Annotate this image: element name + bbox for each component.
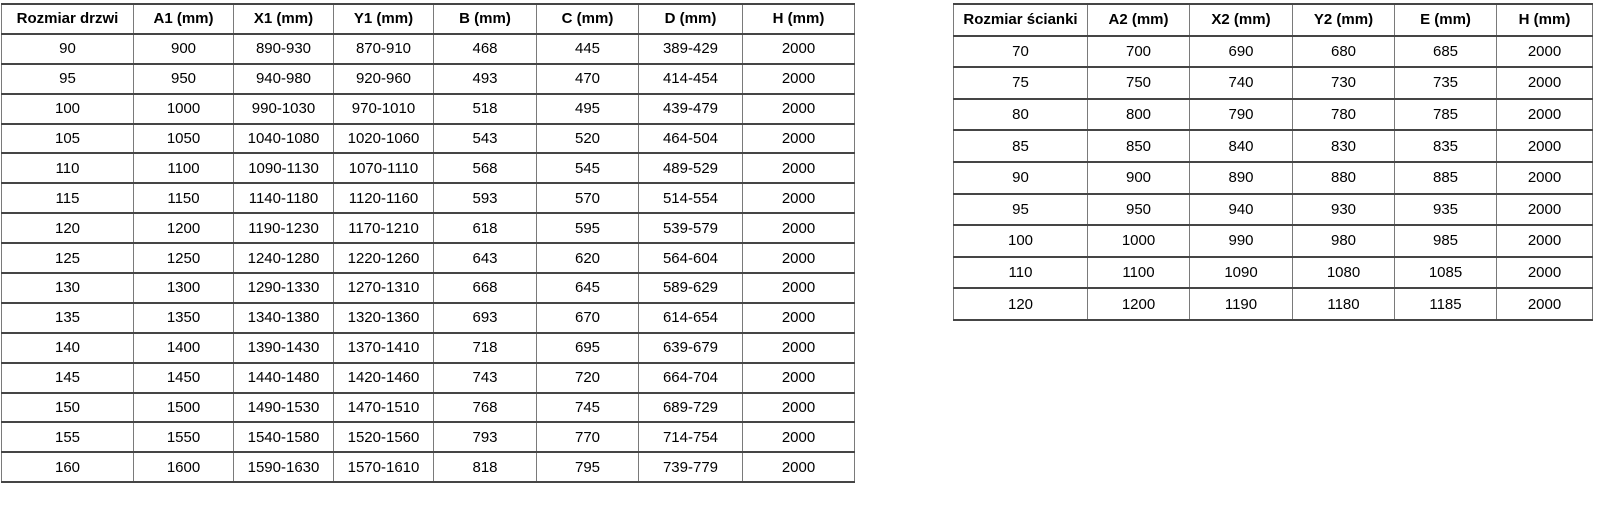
table-cell: 1000 bbox=[1088, 225, 1190, 257]
table-cell: 90 bbox=[954, 162, 1088, 194]
table-cell: 2000 bbox=[743, 213, 855, 243]
table-cell: 564-604 bbox=[639, 243, 743, 273]
table-row bbox=[954, 130, 1593, 162]
table-cell: 445 bbox=[537, 34, 639, 64]
header-row bbox=[954, 4, 1593, 36]
wall-size-table bbox=[953, 3, 1593, 321]
column-header: Rozmiar ścianki bbox=[954, 4, 1088, 36]
table-cell: 690 bbox=[1190, 36, 1293, 68]
table-cell: 1520-1560 bbox=[334, 422, 434, 452]
table-cell: 593 bbox=[434, 183, 537, 213]
table-cell: 1050 bbox=[134, 124, 234, 154]
table-cell: 780 bbox=[1293, 99, 1395, 131]
table-cell: 835 bbox=[1395, 130, 1497, 162]
table-row bbox=[954, 225, 1593, 257]
table-cell: 1550 bbox=[134, 422, 234, 452]
table-cell: 2000 bbox=[1497, 257, 1593, 289]
table-cell: 730 bbox=[1293, 67, 1395, 99]
table-cell: 885 bbox=[1395, 162, 1497, 194]
table-cell: 890 bbox=[1190, 162, 1293, 194]
table-cell: 750 bbox=[1088, 67, 1190, 99]
table-row bbox=[2, 34, 855, 64]
table-cell: 930 bbox=[1293, 194, 1395, 226]
table-row bbox=[2, 153, 855, 183]
table-cell: 880 bbox=[1293, 162, 1395, 194]
table-cell: 1500 bbox=[134, 393, 234, 423]
table-cell: 990 bbox=[1190, 225, 1293, 257]
table-cell: 970-1010 bbox=[334, 94, 434, 124]
table-cell: 595 bbox=[537, 213, 639, 243]
table-cell: 1290-1330 bbox=[234, 273, 334, 303]
table-row bbox=[954, 194, 1593, 226]
table-cell: 685 bbox=[1395, 36, 1497, 68]
table-cell: 85 bbox=[954, 130, 1088, 162]
table-cell: 2000 bbox=[1497, 67, 1593, 99]
header-row bbox=[2, 4, 855, 34]
table-cell: 2000 bbox=[1497, 36, 1593, 68]
table-cell: 840 bbox=[1190, 130, 1293, 162]
table-cell: 2000 bbox=[743, 363, 855, 393]
table-cell: 668 bbox=[434, 273, 537, 303]
table-cell: 1470-1510 bbox=[334, 393, 434, 423]
table-cell: 1080 bbox=[1293, 257, 1395, 289]
table-cell: 940-980 bbox=[234, 64, 334, 94]
table-cell: 720 bbox=[537, 363, 639, 393]
table-cell: 145 bbox=[2, 363, 134, 393]
table-cell: 1340-1380 bbox=[234, 303, 334, 333]
table-row bbox=[954, 67, 1593, 99]
table-row bbox=[2, 243, 855, 273]
table-cell: 140 bbox=[2, 333, 134, 363]
table-cell: 2000 bbox=[743, 273, 855, 303]
table-cell: 940 bbox=[1190, 194, 1293, 226]
table-cell: 150 bbox=[2, 393, 134, 423]
table-cell: 1220-1260 bbox=[334, 243, 434, 273]
table-cell: 935 bbox=[1395, 194, 1497, 226]
table-row bbox=[2, 363, 855, 393]
table-cell: 2000 bbox=[1497, 288, 1593, 320]
table-cell: 1250 bbox=[134, 243, 234, 273]
table-cell: 768 bbox=[434, 393, 537, 423]
table-cell: 2000 bbox=[743, 393, 855, 423]
table-row bbox=[2, 333, 855, 363]
table-row bbox=[954, 162, 1593, 194]
column-header: H (mm) bbox=[743, 4, 855, 34]
table-cell: 689-729 bbox=[639, 393, 743, 423]
table-row bbox=[954, 99, 1593, 131]
table-cell: 1000 bbox=[134, 94, 234, 124]
table-cell: 1450 bbox=[134, 363, 234, 393]
table-cell: 520 bbox=[537, 124, 639, 154]
table-cell: 570 bbox=[537, 183, 639, 213]
table-cell: 1540-1580 bbox=[234, 422, 334, 452]
table-cell: 539-579 bbox=[639, 213, 743, 243]
table-cell: 95 bbox=[954, 194, 1088, 226]
table-cell: 2000 bbox=[1497, 194, 1593, 226]
table-cell: 1270-1310 bbox=[334, 273, 434, 303]
table-cell: 470 bbox=[537, 64, 639, 94]
table-cell: 2000 bbox=[743, 452, 855, 482]
table-cell: 743 bbox=[434, 363, 537, 393]
table-cell: 1120-1160 bbox=[334, 183, 434, 213]
table-cell: 670 bbox=[537, 303, 639, 333]
table-cell: 100 bbox=[954, 225, 1088, 257]
table-row bbox=[954, 288, 1593, 320]
table-cell: 100 bbox=[2, 94, 134, 124]
column-header: X1 (mm) bbox=[234, 4, 334, 34]
table-cell: 130 bbox=[2, 273, 134, 303]
table-cell: 1070-1110 bbox=[334, 153, 434, 183]
table-cell: 90 bbox=[2, 34, 134, 64]
table-cell: 2000 bbox=[743, 422, 855, 452]
table-cell: 110 bbox=[2, 153, 134, 183]
table-cell: 2000 bbox=[743, 94, 855, 124]
table-cell: 2000 bbox=[743, 303, 855, 333]
table-cell: 1420-1460 bbox=[334, 363, 434, 393]
table-cell: 1490-1530 bbox=[234, 393, 334, 423]
table-row bbox=[2, 422, 855, 452]
table-cell: 543 bbox=[434, 124, 537, 154]
table-cell: 718 bbox=[434, 333, 537, 363]
table-cell: 1090 bbox=[1190, 257, 1293, 289]
table-cell: 639-679 bbox=[639, 333, 743, 363]
table-cell: 1440-1480 bbox=[234, 363, 334, 393]
table-cell: 160 bbox=[2, 452, 134, 482]
table-cell: 700 bbox=[1088, 36, 1190, 68]
table-cell: 155 bbox=[2, 422, 134, 452]
table-cell: 1185 bbox=[1395, 288, 1497, 320]
table-cell: 695 bbox=[537, 333, 639, 363]
table-cell: 900 bbox=[134, 34, 234, 64]
table-row bbox=[954, 36, 1593, 68]
table-cell: 120 bbox=[954, 288, 1088, 320]
table-cell: 920-960 bbox=[334, 64, 434, 94]
table-cell: 2000 bbox=[743, 243, 855, 273]
table-cell: 1370-1410 bbox=[334, 333, 434, 363]
table-cell: 1570-1610 bbox=[334, 452, 434, 482]
table-cell: 1390-1430 bbox=[234, 333, 334, 363]
table-cell: 800 bbox=[1088, 99, 1190, 131]
table-cell: 1190 bbox=[1190, 288, 1293, 320]
table-cell: 2000 bbox=[743, 34, 855, 64]
table-cell: 795 bbox=[537, 452, 639, 482]
table-cell: 1090-1130 bbox=[234, 153, 334, 183]
table-cell: 1180 bbox=[1293, 288, 1395, 320]
table-cell: 818 bbox=[434, 452, 537, 482]
table-cell: 735 bbox=[1395, 67, 1497, 99]
column-header: D (mm) bbox=[639, 4, 743, 34]
table-cell: 770 bbox=[537, 422, 639, 452]
table-row bbox=[954, 257, 1593, 289]
table-cell: 1170-1210 bbox=[334, 213, 434, 243]
table-cell: 468 bbox=[434, 34, 537, 64]
table-cell: 495 bbox=[537, 94, 639, 124]
table-cell: 680 bbox=[1293, 36, 1395, 68]
column-header: Y2 (mm) bbox=[1293, 4, 1395, 36]
table-cell: 985 bbox=[1395, 225, 1497, 257]
table-cell: 75 bbox=[954, 67, 1088, 99]
table-cell: 1590-1630 bbox=[234, 452, 334, 482]
column-header: A2 (mm) bbox=[1088, 4, 1190, 36]
table-cell: 1020-1060 bbox=[334, 124, 434, 154]
table-cell: 790 bbox=[1190, 99, 1293, 131]
table-cell: 664-704 bbox=[639, 363, 743, 393]
table-cell: 389-429 bbox=[639, 34, 743, 64]
table-cell: 1600 bbox=[134, 452, 234, 482]
column-header: A1 (mm) bbox=[134, 4, 234, 34]
table-row bbox=[2, 94, 855, 124]
table-cell: 645 bbox=[537, 273, 639, 303]
table-cell: 900 bbox=[1088, 162, 1190, 194]
table-cell: 950 bbox=[134, 64, 234, 94]
table-cell: 830 bbox=[1293, 130, 1395, 162]
table-cell: 1190-1230 bbox=[234, 213, 334, 243]
table-cell: 2000 bbox=[743, 124, 855, 154]
table-cell: 2000 bbox=[1497, 162, 1593, 194]
table-cell: 115 bbox=[2, 183, 134, 213]
table-cell: 1200 bbox=[1088, 288, 1190, 320]
table-cell: 568 bbox=[434, 153, 537, 183]
table-cell: 870-910 bbox=[334, 34, 434, 64]
table-cell: 493 bbox=[434, 64, 537, 94]
column-header: Y1 (mm) bbox=[334, 4, 434, 34]
table-cell: 890-930 bbox=[234, 34, 334, 64]
table-cell: 620 bbox=[537, 243, 639, 273]
table-cell: 950 bbox=[1088, 194, 1190, 226]
table-cell: 120 bbox=[2, 213, 134, 243]
table-cell: 1200 bbox=[134, 213, 234, 243]
table-row bbox=[2, 452, 855, 482]
table-row bbox=[2, 273, 855, 303]
table-cell: 2000 bbox=[1497, 225, 1593, 257]
table-cell: 2000 bbox=[743, 153, 855, 183]
table-cell: 464-504 bbox=[639, 124, 743, 154]
table-row bbox=[2, 183, 855, 213]
table-cell: 70 bbox=[954, 36, 1088, 68]
table-cell: 1085 bbox=[1395, 257, 1497, 289]
table-row bbox=[2, 303, 855, 333]
table-cell: 125 bbox=[2, 243, 134, 273]
column-header: X2 (mm) bbox=[1190, 4, 1293, 36]
table-cell: 1100 bbox=[134, 153, 234, 183]
table-row bbox=[2, 124, 855, 154]
table-cell: 439-479 bbox=[639, 94, 743, 124]
table-cell: 489-529 bbox=[639, 153, 743, 183]
table-cell: 643 bbox=[434, 243, 537, 273]
table-cell: 105 bbox=[2, 124, 134, 154]
table-cell: 1350 bbox=[134, 303, 234, 333]
table-row bbox=[2, 393, 855, 423]
table-cell: 745 bbox=[537, 393, 639, 423]
table-cell: 990-1030 bbox=[234, 94, 334, 124]
table-cell: 693 bbox=[434, 303, 537, 333]
table-cell: 714-754 bbox=[639, 422, 743, 452]
table-row bbox=[2, 64, 855, 94]
table-cell: 95 bbox=[2, 64, 134, 94]
table-cell: 1040-1080 bbox=[234, 124, 334, 154]
table-cell: 2000 bbox=[743, 64, 855, 94]
table-cell: 1240-1280 bbox=[234, 243, 334, 273]
table-cell: 1400 bbox=[134, 333, 234, 363]
table-cell: 614-654 bbox=[639, 303, 743, 333]
table-cell: 110 bbox=[954, 257, 1088, 289]
table-cell: 514-554 bbox=[639, 183, 743, 213]
door-size-table bbox=[1, 3, 855, 483]
table-cell: 1150 bbox=[134, 183, 234, 213]
table-cell: 618 bbox=[434, 213, 537, 243]
table-row bbox=[2, 213, 855, 243]
column-header: Rozmiar drzwi bbox=[2, 4, 134, 34]
table-cell: 785 bbox=[1395, 99, 1497, 131]
table-cell: 2000 bbox=[743, 183, 855, 213]
table-cell: 1300 bbox=[134, 273, 234, 303]
table-cell: 545 bbox=[537, 153, 639, 183]
table-cell: 1320-1360 bbox=[334, 303, 434, 333]
column-header: B (mm) bbox=[434, 4, 537, 34]
table-cell: 2000 bbox=[1497, 99, 1593, 131]
table-cell: 518 bbox=[434, 94, 537, 124]
table-cell: 2000 bbox=[1497, 130, 1593, 162]
table-cell: 739-779 bbox=[639, 452, 743, 482]
table-cell: 1140-1180 bbox=[234, 183, 334, 213]
column-header: E (mm) bbox=[1395, 4, 1497, 36]
column-header: H (mm) bbox=[1497, 4, 1593, 36]
column-header: C (mm) bbox=[537, 4, 639, 34]
table-cell: 80 bbox=[954, 99, 1088, 131]
table-cell: 793 bbox=[434, 422, 537, 452]
table-cell: 850 bbox=[1088, 130, 1190, 162]
table-cell: 2000 bbox=[743, 333, 855, 363]
table-cell: 135 bbox=[2, 303, 134, 333]
table-cell: 589-629 bbox=[639, 273, 743, 303]
table-cell: 980 bbox=[1293, 225, 1395, 257]
table-cell: 414-454 bbox=[639, 64, 743, 94]
table-cell: 1100 bbox=[1088, 257, 1190, 289]
table-cell: 740 bbox=[1190, 67, 1293, 99]
